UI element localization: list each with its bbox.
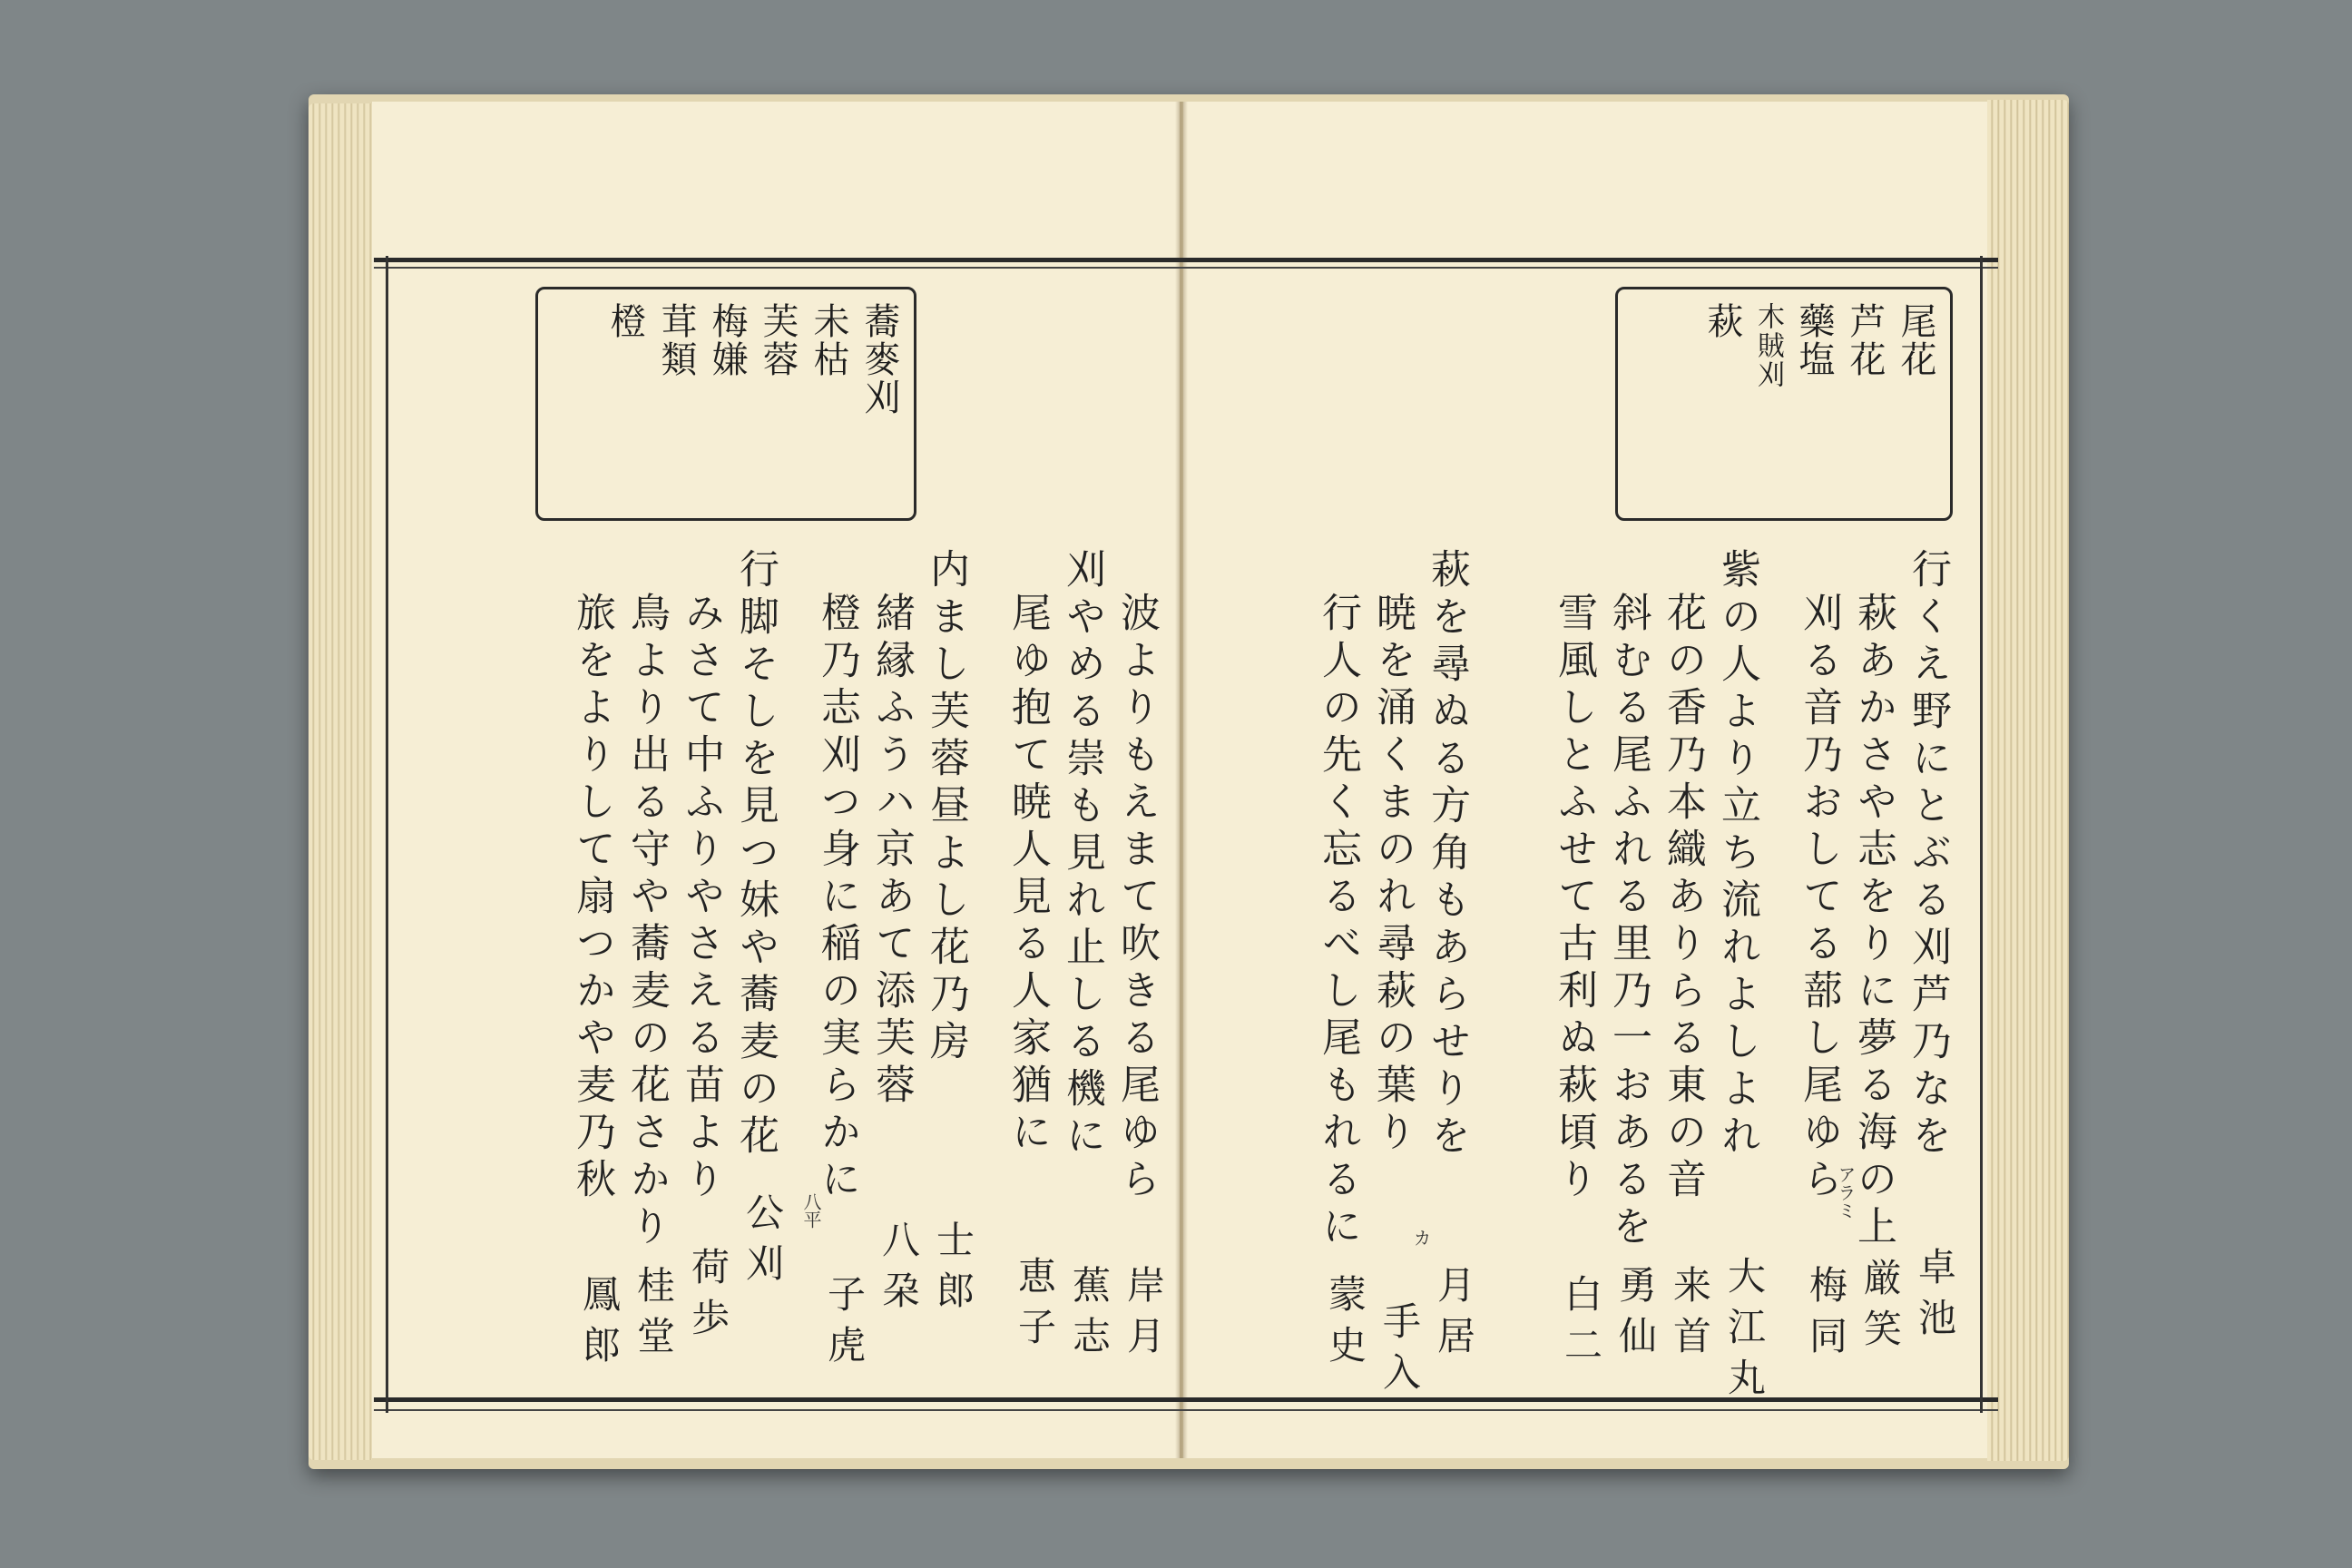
- author-name: 荷歩: [686, 1247, 730, 1348]
- verse: 斜むる尾ふれる里乃一おあるを: [1605, 592, 1651, 1252]
- verse: 行人の先く忘るべし尾もれるに: [1315, 592, 1361, 1252]
- verse: みさて中ふりやさえる苗より: [678, 592, 724, 1205]
- author-name: 大江丸: [1722, 1256, 1767, 1408]
- verse: 紫の人より立ち流れよしよれ: [1714, 548, 1760, 1161]
- top-border-rule: [374, 258, 1998, 262]
- author-name: 月居: [1432, 1265, 1476, 1367]
- left-title-box: [535, 287, 916, 521]
- verse: 緒縁ふうハ京あて添芙蓉: [868, 592, 915, 1111]
- author-name: 卓池: [1913, 1247, 1957, 1348]
- title-column: 蕎麥刈: [858, 302, 900, 416]
- verse: 雪風しとふせて古利ぬ萩頃り: [1551, 592, 1597, 1205]
- author-name: 蒙史: [1323, 1274, 1367, 1376]
- verse: 花の香乃本織ありらる東の音: [1660, 592, 1706, 1205]
- furigana-gloss: 八平: [800, 1192, 822, 1229]
- right-frame-line: [1980, 256, 1983, 1413]
- title-column: 橙: [604, 302, 646, 340]
- furigana-gloss: アラミ: [1835, 1165, 1857, 1220]
- furigana-gloss: カ: [1410, 1229, 1432, 1247]
- author-name: 勇仙: [1613, 1265, 1658, 1367]
- verse: 鳥より出る守や蕎麦の花さかり: [623, 592, 670, 1252]
- author-name: 桂堂: [632, 1265, 676, 1367]
- verse: 萩あかさや志をりに夢る海の上: [1850, 592, 1896, 1252]
- author-name: 蕉志: [1067, 1265, 1112, 1367]
- verse: 行脚そしを見つ妹や蕎麦の花: [732, 548, 779, 1161]
- page-edges-right: [1987, 100, 2069, 1461]
- verse: 波よりもえまて吹きる尾ゆら: [1113, 592, 1160, 1205]
- title-column: 木賊刈: [1752, 302, 1784, 389]
- verse: 暁を涌くまのれ尋萩の葉り: [1369, 592, 1416, 1158]
- book-gutter: [1175, 102, 1188, 1458]
- author-name: 八朶: [877, 1220, 921, 1321]
- title-column: 茸類: [655, 302, 697, 378]
- title-column: 芦花: [1844, 302, 1886, 378]
- title-column: 萩: [1701, 302, 1743, 340]
- bottom-border-rule-inner: [374, 1409, 1998, 1411]
- left-frame-line: [386, 256, 388, 1413]
- title-column: 藥塩: [1793, 302, 1835, 378]
- title-column: 芙蓉: [757, 302, 799, 378]
- author-name: 白二: [1559, 1274, 1603, 1376]
- author-name: 厳笑: [1858, 1258, 1903, 1359]
- verse: 萩を尋ぬる方角もあらせりを: [1424, 548, 1470, 1161]
- title-column: 未枯: [808, 302, 849, 378]
- page-edges-left: [309, 103, 372, 1460]
- verse: 内まし芙蓉昼よし花乃房: [923, 548, 969, 1067]
- author-name: 士郎: [931, 1220, 975, 1321]
- author-name: 公刈: [740, 1192, 785, 1294]
- verse: 橙乃志刈つ身に稲の実らかに: [814, 592, 860, 1205]
- right-title-box: [1615, 287, 1953, 521]
- author-name: 手入: [1377, 1301, 1422, 1403]
- verse: 旅をよりして扇つかや麦乃秋: [569, 592, 615, 1205]
- top-border-rule-inner: [374, 267, 1998, 269]
- author-name: 恵子: [1013, 1256, 1057, 1357]
- verse: 尾ゆ抱て暁人見る人家猶に: [1004, 592, 1051, 1158]
- author-name: 来首: [1668, 1265, 1712, 1367]
- author-name: 子虎: [822, 1274, 867, 1376]
- verse: 刈やめる崇も見れ止しる機に: [1059, 548, 1105, 1161]
- author-name: 岸月: [1122, 1265, 1166, 1367]
- open-book: [309, 94, 2069, 1469]
- verse: 行くえ野にとぶる刈芦乃なを: [1905, 548, 1951, 1161]
- author-name: 梅同: [1804, 1265, 1848, 1367]
- title-column: 梅嫌: [706, 302, 748, 378]
- author-name: 鳳郎: [577, 1274, 622, 1376]
- verse: 刈る音乃おしてる蔀し尾ゆら: [1796, 592, 1842, 1205]
- title-column: 尾花: [1895, 302, 1936, 378]
